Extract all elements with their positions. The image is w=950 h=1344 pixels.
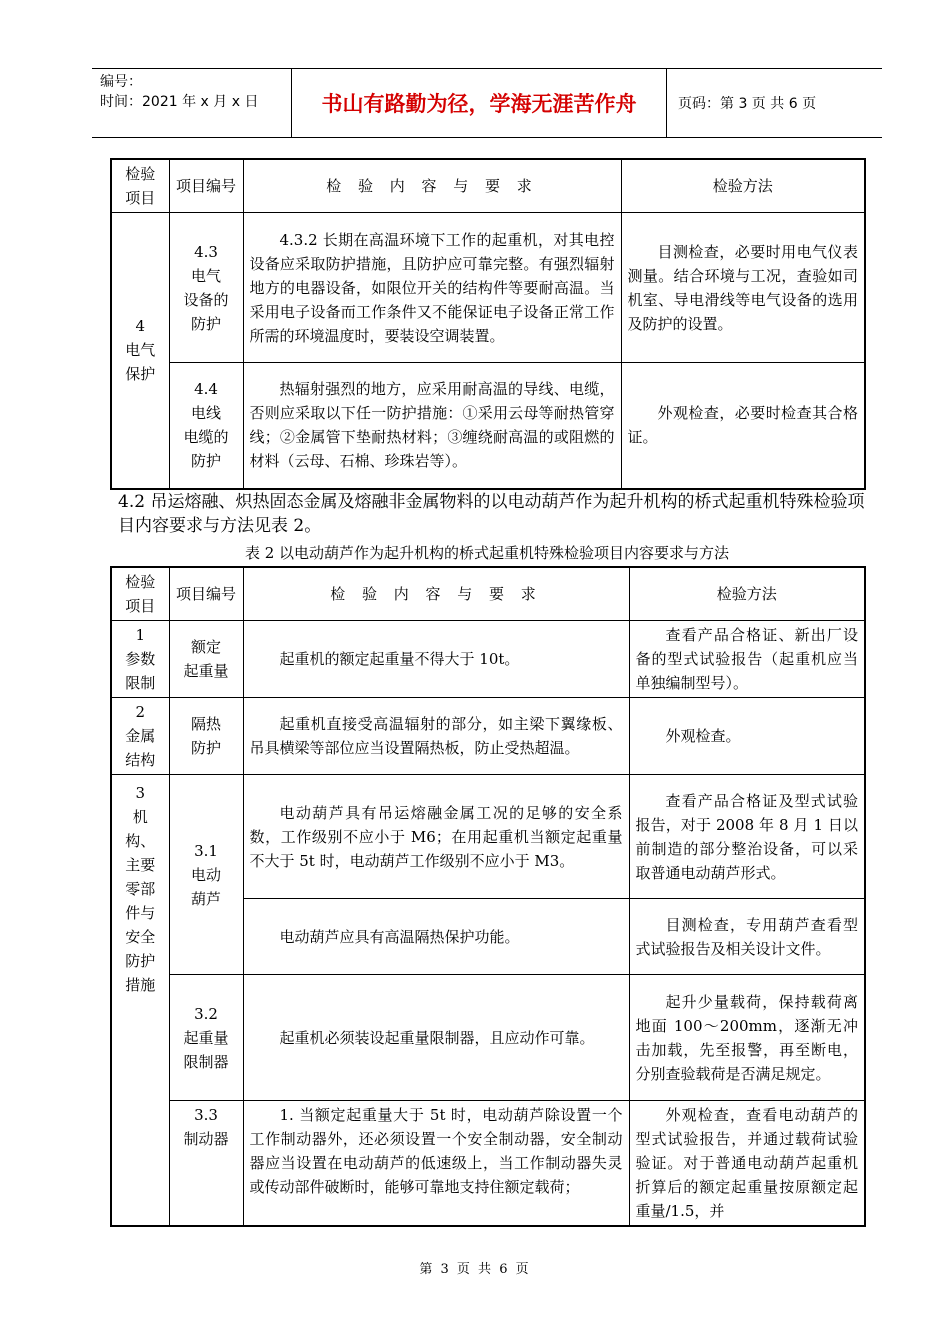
header-meta (92, 69, 292, 137)
item-method: 外观检查。 (629, 698, 865, 775)
header-method: 检验方法 (629, 567, 865, 621)
item-method: 目测检查，专用葫芦查看型式试验报告及相关设计文件。 (629, 899, 865, 975)
item-content: 热辐射强烈的地方，应采用耐高温的导线、电缆，否则应采取以下任一防护措施：①采用云母等耐热管穿线；②金属管下垫耐热材料；③缠绕耐高温的或阻燃的材料（云母、石棉、珍珠岩等）。 (243, 363, 621, 489)
item-code: 额定 起重量 (169, 621, 243, 698)
table-row (111, 775, 865, 899)
header-content: 检 验 内 容 与 要 求 (243, 567, 629, 621)
item-method: 外观检查，查看电动葫芦的型式试验报告，并通过载荷试验验证。对于普通电动葫芦起重机折算后的额定起重量按原额定起重量/1.5，并 (629, 1101, 865, 1227)
item-method: 查看产品合格证、新出厂设备的型式试验报告（起重机应当单独编制型号）。 (629, 621, 865, 698)
item-group: 1 参数 限制 (111, 621, 169, 698)
header-item: 检验项目 (111, 159, 169, 213)
time-label: 时间：2021 年 x 月 x 日 (100, 94, 259, 110)
item-content: 电动葫芦应具有高温隔热保护功能。 (243, 899, 629, 975)
item-content: 起重机的额定起重量不得大于 10t。 (243, 621, 629, 698)
header-code: 项目编号 (169, 159, 243, 213)
item-code: 隔热 防护 (169, 698, 243, 775)
item-code: 3.1 电动 葫芦 (169, 775, 243, 975)
table-header-row (111, 567, 865, 621)
item-content: 起重机必须装设起重量限制器，且应动作可靠。 (243, 975, 629, 1101)
header-item: 检验项目 (111, 567, 169, 621)
table-caption: 表 2 以电动葫芦作为起升机构的桥式起重机特殊检验项目内容要求与方法 (244, 544, 730, 562)
table-row (111, 698, 865, 775)
item-group: 2 金属 结构 (111, 698, 169, 775)
number-label: 编号： (100, 74, 142, 90)
item-content: 1. 当额定起重量大于 5t 时，电动葫芦除设置一个工作制动器外，还必须设置一个安全制动器，安全制动器应当设置在电动葫芦的低速级上，当工作制动器失灵或传动部件破断时，能够可靠地支持住额定载荷； (243, 1101, 629, 1227)
spec-table-2 (110, 566, 866, 1227)
item-group: 3 机 构、 主要 零部 件与 安全 防护 措施 (111, 775, 169, 1227)
table-row (111, 1101, 865, 1227)
table-row (111, 363, 865, 489)
item-method: 起升少量载荷，保持载荷离地面 100～200mm，逐渐无冲击加载，先至报警，再至断电，分别查验载荷是否满足规定。 (629, 975, 865, 1101)
table-row (111, 975, 865, 1101)
page-header (92, 68, 882, 138)
item-method: 查看产品合格证及型式试验报告，对于 2008 年 8 月 1 日以前制造的部分整治设备，可以采取普通电动葫芦形式。 (629, 775, 865, 899)
item-content: 起重机直接受高温辐射的部分，如主梁下翼缘板、吊具横梁等部位应当设置隔热板，防止受热超温。 (243, 698, 629, 775)
table-row (111, 213, 865, 363)
item-content: 4.3.2 长期在高温环境下工作的起重机，对其电控设备应采取防护措施，且防护应可靠完整。有强烈辐射地方的电器设备，如限位开关的结构件等要耐高温。当采用电子设备而工作条件又不能保证电子设备正常工作所需的环境温度时，要装设空调装置。 (243, 213, 621, 363)
page-footer: 第 3 页 共 6 页 (419, 1262, 531, 1277)
intro-paragraph: 4.2 吊运熔融、炽热固态金属及熔融非金属物料的以电动葫芦作为起升机构的桥式起重机特殊检验项目内容要求与方法见表 2。 (118, 492, 865, 536)
item-code: 3.3 制动器 (169, 1101, 243, 1227)
header-page-code: 页码：第 3 页 共 6 页 (678, 96, 817, 112)
table-row (111, 621, 865, 698)
item-code: 4.4 电线 电缆的 防护 (169, 363, 243, 489)
table-header-row (111, 159, 865, 213)
item-method: 目测检查，必要时用电气仪表测量。结合环境与工况，查验如司机室、导电滑线等电气设备的选用及防护的设置。 (621, 213, 865, 363)
header-code: 项目编号 (169, 567, 243, 621)
group-electrical-protection: 4 电气 保护 (111, 213, 169, 489)
item-content: 电动葫芦具有吊运熔融金属工况的足够的安全系数，工作级别不应小于 M6；在用起重机当额定起重量不大于 5t 时，电动葫芦工作级别不应小于 M3。 (243, 775, 629, 899)
item-code: 3.2 起重量 限制器 (169, 975, 243, 1101)
item-method: 外观检查，必要时检查其合格证。 (621, 363, 865, 489)
header-content: 检 验 内 容 与 要 求 (243, 159, 621, 213)
item-code: 4.3 电气 设备的 防护 (169, 213, 243, 363)
spec-table-1 (110, 158, 866, 490)
header-motto: 书山有路勤为径，学海无涯苦作舟 (292, 69, 667, 137)
header-method: 检验方法 (621, 159, 865, 213)
